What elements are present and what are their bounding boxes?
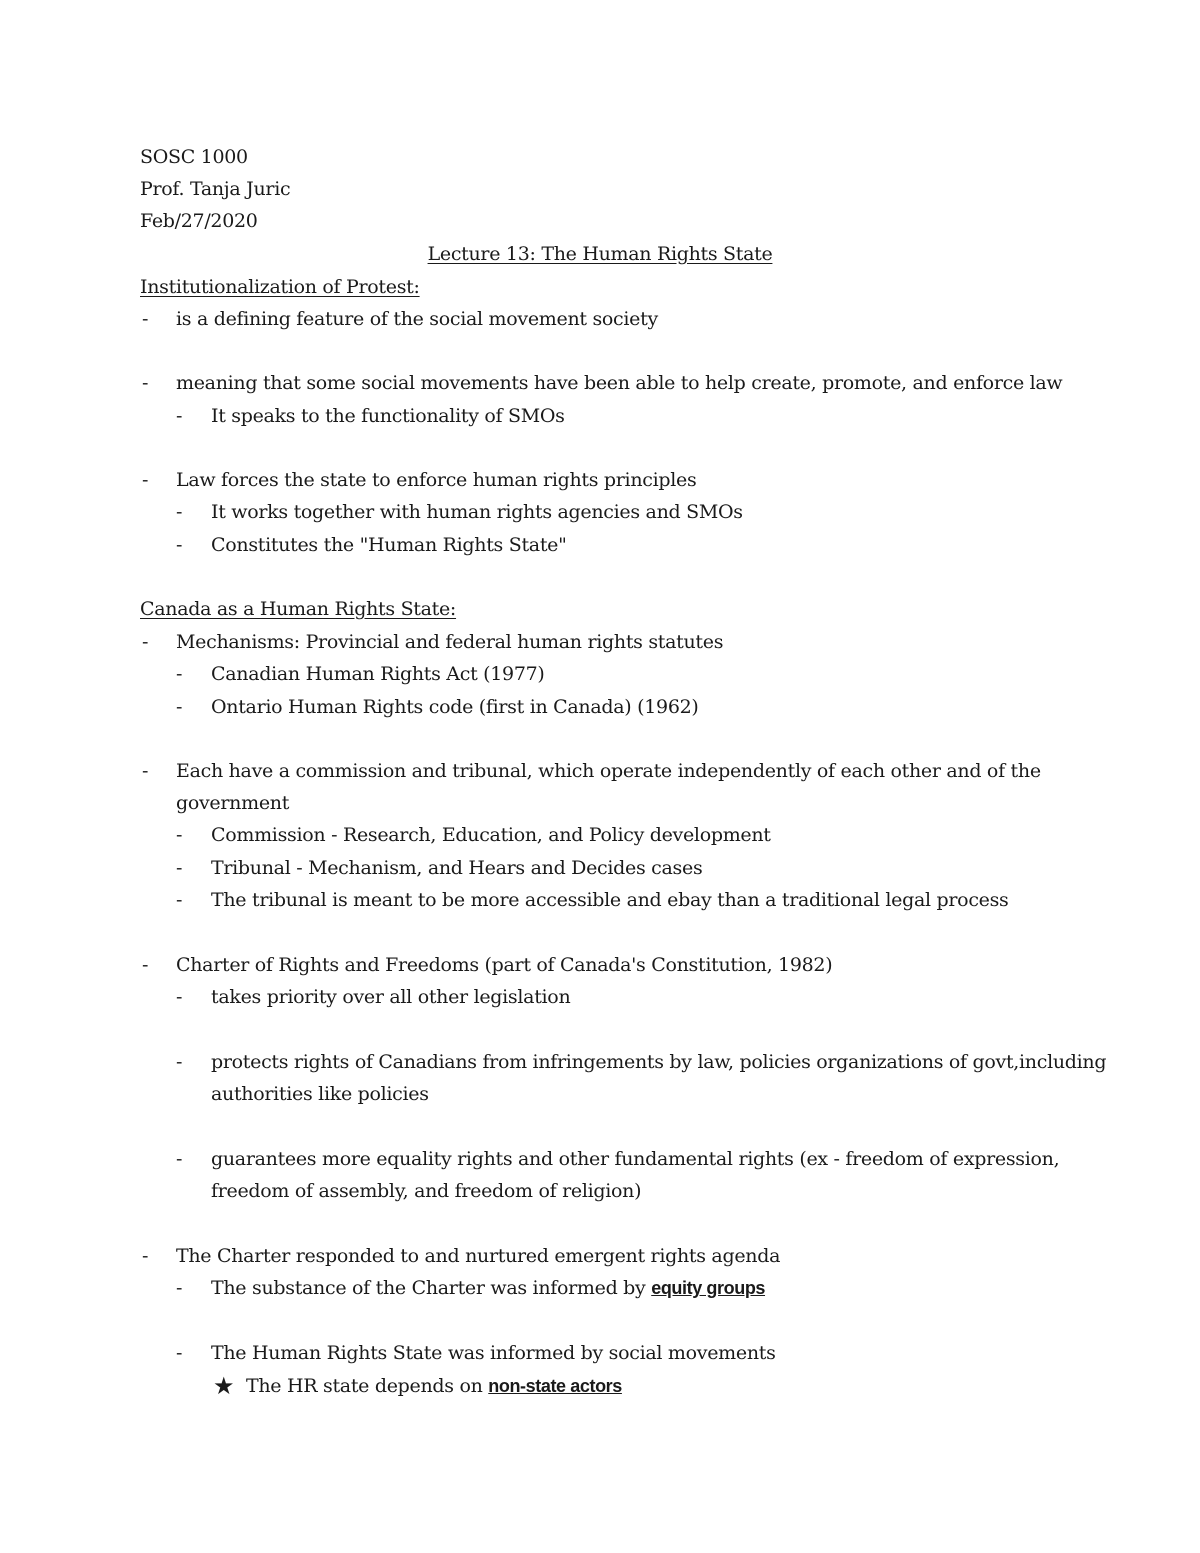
bullet-dash: - [176,696,183,718]
list-item: protects rights of Canadians from infringements by law, policies organizations of govt,including [211,1051,1107,1073]
list-item: It speaks to the functionality of SMOs [211,405,565,427]
section-heading-institutionalization: Institutionalization of Protest: [140,276,420,298]
star-bullet-icon: ★ [213,1372,235,1400]
bullet-dash: - [176,534,183,556]
emphasis-non-state-actors: non-state actors [488,1376,622,1396]
list-item [246,1374,622,1398]
bullet-dash: - [176,857,183,879]
list-item: The Charter responded to and nurtured emergent rights agenda [176,1245,781,1267]
list-item-continuation: authorities like policies [211,1083,429,1105]
list-item: The Human Rights State was informed by social movements [211,1342,776,1364]
list-item: takes priority over all other legislation [211,986,571,1008]
list-item: meaning that some social movements have been able to help create, promote, and enforce law [176,372,1063,394]
bullet-dash: - [176,663,183,685]
bullet-dash: - [176,824,183,846]
list-item: Tribunal - Mechanism, and Hears and Decides cases [211,857,703,879]
section-heading-canada: Canada as a Human Rights State: [140,598,457,620]
bullet-dash: - [176,405,183,427]
bullet-dash: - [176,1148,183,1170]
list-item: Law forces the state to enforce human rights principles [176,469,697,491]
professor-name: Prof. Tanja Juric [140,178,291,200]
list-item-continuation: government [176,792,290,814]
list-item: guarantees more equality rights and other fundamental rights (ex - freedom of expression, [211,1148,1060,1170]
list-item: Commission - Research, Education, and Policy development [211,824,771,846]
list-item: Mechanisms: Provincial and federal human rights statutes [176,631,724,653]
bullet-dash: - [142,631,149,653]
list-item: The tribunal is meant to be more accessible and ebay than a traditional legal process [211,889,1009,911]
list-item: is a defining feature of the social movement society [176,308,658,330]
list-item-text: The HR state depends on [246,1375,489,1397]
bullet-dash: - [142,469,149,491]
list-item: Ontario Human Rights code (first in Canada) (1962) [211,696,699,718]
bullet-dash: - [142,760,149,782]
lecture-date: Feb/27/2020 [140,210,258,232]
bullet-dash: - [142,372,149,394]
lecture-title: Lecture 13: The Human Rights State [427,243,773,265]
bullet-dash: - [142,1245,149,1267]
bullet-dash: - [176,889,183,911]
bullet-dash: - [142,954,149,976]
bullet-dash: - [176,1342,183,1364]
bullet-dash: - [176,1277,183,1299]
bullet-dash: - [142,308,149,330]
list-item-continuation: freedom of assembly, and freedom of religion) [211,1180,642,1202]
list-item: Each have a commission and tribunal, which operate independently of each other and of the [176,760,1041,782]
bullet-dash: - [176,1051,183,1073]
course-code: SOSC 1000 [140,146,248,168]
list-item: Charter of Rights and Freedoms (part of Canada's Constitution, 1982) [176,954,833,976]
list-item [211,1276,765,1300]
list-item: Constitutes the "Human Rights State" [211,534,567,556]
emphasis-equity-groups: equity groups [651,1278,766,1298]
list-item: Canadian Human Rights Act (1977) [211,663,545,685]
bullet-dash: - [176,986,183,1008]
list-item-text: The substance of the Charter was informed by [211,1277,652,1299]
list-item: It works together with human rights agencies and SMOs [211,501,743,523]
bullet-dash: - [176,501,183,523]
